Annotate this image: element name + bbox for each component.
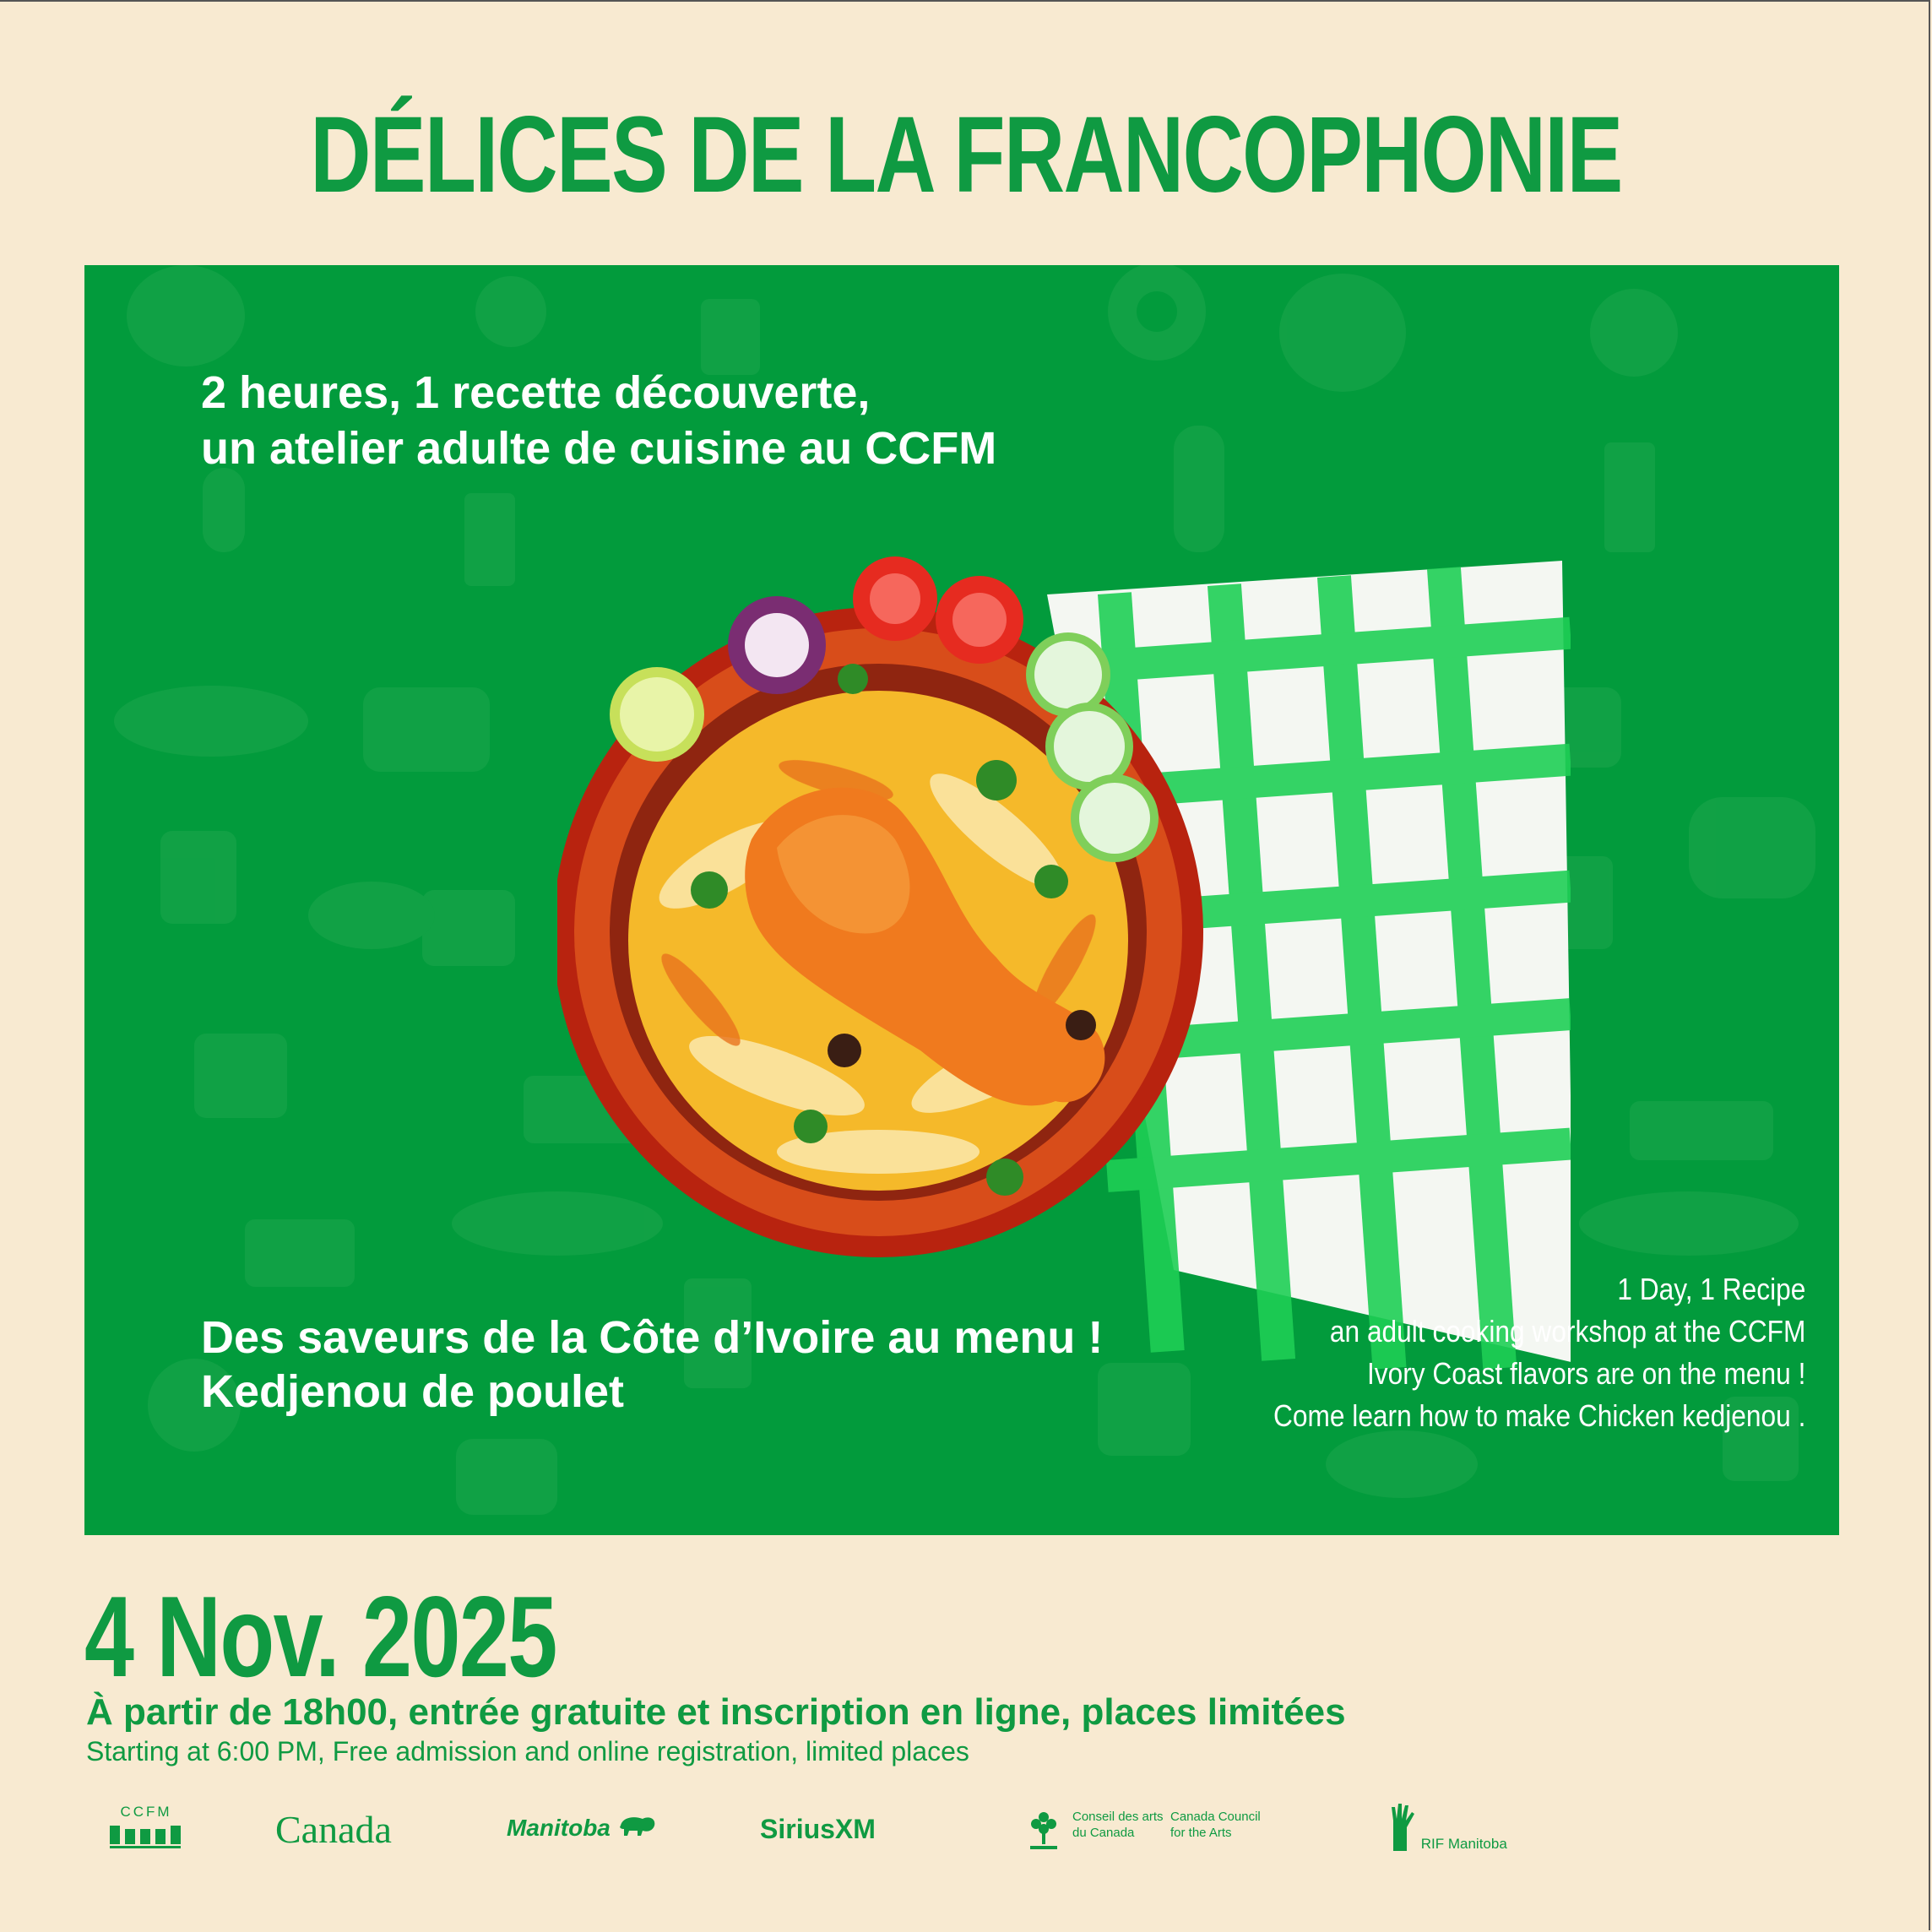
menu-line-2: Kedjenou de poulet [201, 1366, 625, 1417]
event-info-french: À partir de 18h00, entrée gratuite et inscription en ligne, places limitées [86, 1691, 1346, 1733]
council-english-line-1: Canada Council [1170, 1810, 1261, 1824]
council-french [1072, 1809, 1164, 1841]
ccfm-logo-text: CCFM [120, 1804, 172, 1820]
bison-icon [617, 1814, 658, 1836]
french-tagline [201, 365, 996, 476]
ccfm-logo [108, 1804, 184, 1855]
event-info-english: Starting at 6:00 PM, Free admission and online registration, limited places [86, 1736, 969, 1766]
main-panel [84, 265, 1839, 1535]
ccfm-building-icon [108, 1821, 184, 1851]
rif-logo-text: RIF Manitoba [1420, 1836, 1507, 1852]
council-french-line-1: Conseil des arts [1072, 1810, 1164, 1824]
council-english [1170, 1809, 1261, 1841]
manitoba-logo [507, 1814, 658, 1842]
english-description [1273, 1268, 1805, 1437]
english-line-1: 1 Day, 1 Recipe [1616, 1272, 1805, 1306]
hand-icon [1388, 1800, 1417, 1853]
manitoba-logo-text: Manitoba [507, 1815, 611, 1841]
sponsor-logos [0, 1790, 1932, 1883]
tagline-line-2: un atelier adulte de cuisine au CCFM [201, 423, 997, 474]
canada-wordmark: Canada [275, 1808, 392, 1851]
menu-announcement [201, 1311, 1103, 1419]
menu-line-1: Des saveurs de la Côte d’Ivoire au menu ! [201, 1312, 1104, 1363]
event-date: 4 Nov. 2025 [84, 1572, 556, 1701]
english-line-2: an adult cooking workshop at the CCFM [1329, 1314, 1805, 1349]
council-french-line-2: du Canada [1072, 1826, 1135, 1840]
rif-manitoba-logo [1388, 1800, 1507, 1853]
tagline-line-1: 2 heures, 1 recette découverte, [201, 367, 871, 418]
council-english-line-2: for the Arts [1170, 1826, 1232, 1840]
poster-title: DÉLICES DE LA FRANCOPHONIE [310, 95, 1622, 215]
tree-icon [1027, 1809, 1061, 1854]
english-line-4: Come learn how to make Chicken kedjenou . [1273, 1398, 1805, 1433]
english-line-3: Ivory Coast flavors are on the menu ! [1366, 1356, 1805, 1391]
siriusxm-logo: SiriusXM [760, 1814, 876, 1844]
